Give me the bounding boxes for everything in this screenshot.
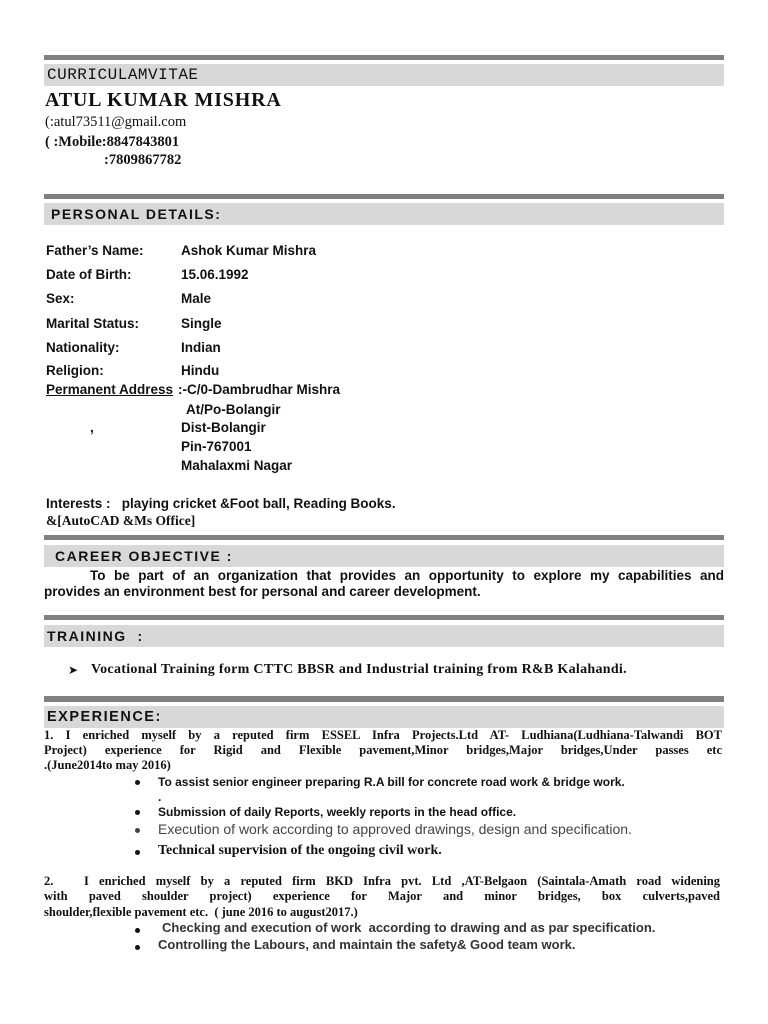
field-value-sex: Male — [181, 291, 212, 306]
address-line-5: Mahalaxmi Nagar — [181, 458, 293, 473]
stray-dot: . — [158, 790, 162, 804]
field-label-religion: Religion: — [46, 363, 104, 378]
field-value-dob: 15.06.1992 — [181, 267, 249, 282]
job1-bullet-3: Execution of work according to approved drawings, design and specification. — [158, 821, 632, 837]
cv-heading: CURRICULAMVITAE — [47, 66, 199, 84]
bullet-icon — [135, 780, 140, 785]
bullet-icon — [135, 945, 140, 950]
field-label-nationality: Nationality: — [46, 340, 120, 355]
job1-line-3: .(June2014to may 2016) — [44, 758, 171, 772]
experience-heading: EXPERIENCE: — [47, 709, 162, 725]
training-band — [44, 625, 724, 647]
job1-bullet-1: To assist senior engineer preparing R.A bill for concrete road work & bridge work. — [158, 775, 625, 789]
bullet-icon — [135, 850, 140, 855]
bullet-icon — [135, 828, 140, 833]
top-rule — [44, 55, 724, 60]
job2-line-2: with paved shoulder project) experience for Major and minor bridges, box culverts,paved — [44, 889, 720, 903]
job2-bullet-2: Controlling the Labours, and maintain the safety& Good team work. — [158, 937, 576, 952]
arrow-bullet-icon: ➤ — [68, 663, 79, 677]
field-label-marital: Marital Status: — [46, 316, 140, 331]
job2-line-3: shoulder,flexible pavement etc. ( june 2016 to august2017.) — [44, 905, 358, 919]
job1-line-1: 1. I enriched myself by a reputed firm ESSEL Infra Projects.Ltd AT- Ludhiana(Ludhiana-Talwandi BOT — [44, 728, 722, 742]
address-label: Permanent Address — [46, 382, 174, 397]
field-value-religion: Hindu — [181, 363, 220, 378]
field-value-nationality: Indian — [181, 340, 221, 355]
training-item: Vocational Training form CTTC BBSR and Industrial training from R&B Kalahandi. — [91, 662, 627, 677]
address-comma: , — [90, 420, 94, 435]
candidate-name: ATUL KUMAR MISHRA — [45, 89, 282, 111]
field-label-dob: Date of Birth: — [46, 267, 132, 282]
career-heading: CAREER OBJECTIVE : — [55, 548, 233, 564]
field-label-sex: Sex: — [46, 291, 75, 306]
training-rule — [44, 615, 724, 620]
job2-bullet-1: Checking and execution of work according to drawing and as par specification. — [162, 920, 656, 935]
address-line-2: At/Po-Bolangir — [186, 402, 281, 417]
career-text-line-2: provides an environment best for personal and career development. — [44, 584, 481, 599]
bullet-icon — [135, 810, 140, 815]
career-rule — [44, 535, 724, 540]
job1-bullet-4: Technical supervision of the ongoing civil work. — [158, 843, 442, 858]
interests-line: Interests : playing cricket &Foot ball, Reading Books. — [46, 496, 396, 511]
mobile-line-2: :7809867782 — [104, 152, 182, 168]
field-value-father: Ashok Kumar Mishra — [181, 243, 317, 258]
header-band — [44, 64, 724, 86]
address-line-1: :-C/0-Dambrudhar Mishra — [178, 382, 341, 397]
personal-band — [44, 203, 724, 225]
address-line-3: Dist-Bolangir — [181, 420, 266, 435]
career-text-line-1: To be part of an organization that provides an opportunity to explore my capabilities and — [90, 568, 724, 583]
job2-line-1: 2. I enriched myself by a reputed firm BKD Infra pvt. Ltd ,AT-Belgaon (Saintala-Amath road widening — [44, 874, 720, 888]
mobile-line-1: ( :Mobile:8847843801 — [45, 134, 180, 150]
experience-rule — [44, 696, 724, 702]
address-line-4: Pin-767001 — [181, 439, 252, 454]
email-line: (:atul73511@gmail.com — [45, 114, 187, 130]
experience-band — [44, 706, 724, 728]
training-heading: TRAINING : — [47, 628, 144, 644]
career-band — [44, 545, 724, 567]
field-label-father: Father’s Name: — [46, 243, 144, 258]
field-value-marital: Single — [181, 316, 222, 331]
job1-line-2: Project) experience for Rigid and Flexible pavement,Minor bridges,Major bridges,Under passes etc — [44, 743, 722, 757]
job1-bullet-2: Submission of daily Reports, weekly reports in the head office. — [158, 805, 517, 819]
software-line: &[AutoCAD &Ms Office] — [46, 513, 196, 528]
bullet-icon — [135, 928, 140, 933]
personal-heading: PERSONAL DETAILS: — [51, 206, 222, 222]
personal-rule — [44, 194, 724, 199]
